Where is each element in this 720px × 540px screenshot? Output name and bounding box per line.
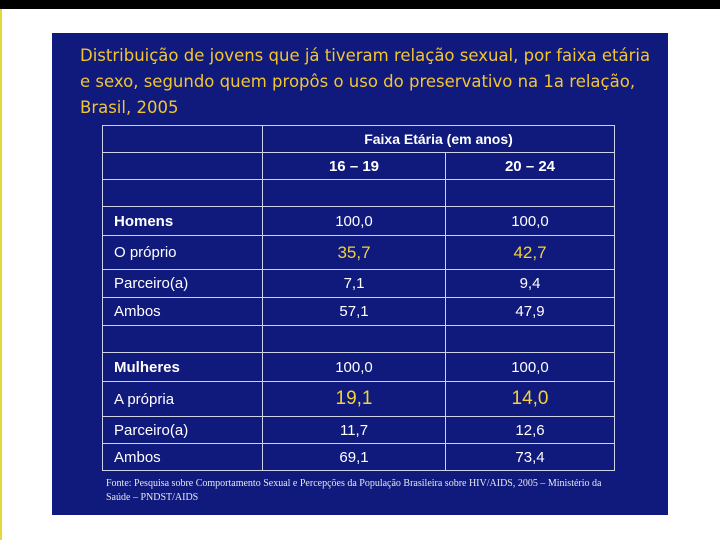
table-cell: 73,4 xyxy=(446,444,615,471)
row-label-a-propria: A própria xyxy=(103,382,263,417)
table-cell-highlight: 19,1 xyxy=(263,382,446,417)
spacer-row xyxy=(103,180,615,207)
age-group-header: Faixa Etária (em anos) xyxy=(263,126,615,153)
table-row xyxy=(103,382,615,417)
table-header-row xyxy=(103,126,615,153)
table-row xyxy=(103,298,615,326)
slide-title: Distribuição de jovens que já tiveram relação sexual, por faixa etária e sexo, segundo quem propôs o uso do preservativo na 1a relação, Brasil, 2005 xyxy=(80,46,651,117)
table-row xyxy=(103,353,615,382)
top-black-bar xyxy=(0,0,720,9)
table-cell: 100,0 xyxy=(446,353,615,382)
table-cell: 100,0 xyxy=(446,207,615,236)
spacer-row xyxy=(103,326,615,353)
row-label-parceiro: Parceiro(a) xyxy=(103,417,263,444)
table-cell: 47,9 xyxy=(446,298,615,326)
table-subheader-row xyxy=(103,153,615,180)
table-cell: 11,7 xyxy=(263,417,446,444)
column-header-16-19: 16 – 19 xyxy=(263,153,446,180)
row-label-ambos: Ambos xyxy=(103,298,263,326)
table-cell-highlight: 42,7 xyxy=(446,236,615,270)
row-label-o-proprio: O próprio xyxy=(103,236,263,270)
left-yellow-rule xyxy=(0,9,2,540)
table-row xyxy=(103,270,615,298)
table-cell: 7,1 xyxy=(263,270,446,298)
row-label-parceiro: Parceiro(a) xyxy=(103,270,263,298)
row-label-homens: Homens xyxy=(103,207,263,236)
empty-header-cell xyxy=(103,126,263,153)
table-row xyxy=(103,417,615,444)
table-row xyxy=(103,207,615,236)
table-cell: 57,1 xyxy=(263,298,446,326)
table-cell-highlight: 35,7 xyxy=(263,236,446,270)
empty-header-cell xyxy=(103,153,263,180)
table-cell: 9,4 xyxy=(446,270,615,298)
table-cell: 100,0 xyxy=(263,353,446,382)
data-table xyxy=(102,125,615,471)
table-cell: 69,1 xyxy=(263,444,446,471)
slide-panel xyxy=(52,33,668,515)
table-cell: 12,6 xyxy=(446,417,615,444)
table-row xyxy=(103,444,615,471)
source-note: Fonte: Pesquisa sobre Comportamento Sexual e Percepções da População Brasileira sobre HIV/AIDS, 2005 – Ministério da Saúde – PNDST/AIDS xyxy=(106,478,602,503)
table-row xyxy=(103,236,615,270)
row-label-ambos: Ambos xyxy=(103,444,263,471)
table-cell: 100,0 xyxy=(263,207,446,236)
column-header-20-24: 20 – 24 xyxy=(446,153,615,180)
row-label-mulheres: Mulheres xyxy=(103,353,263,382)
table-cell-highlight: 14,0 xyxy=(446,382,615,417)
